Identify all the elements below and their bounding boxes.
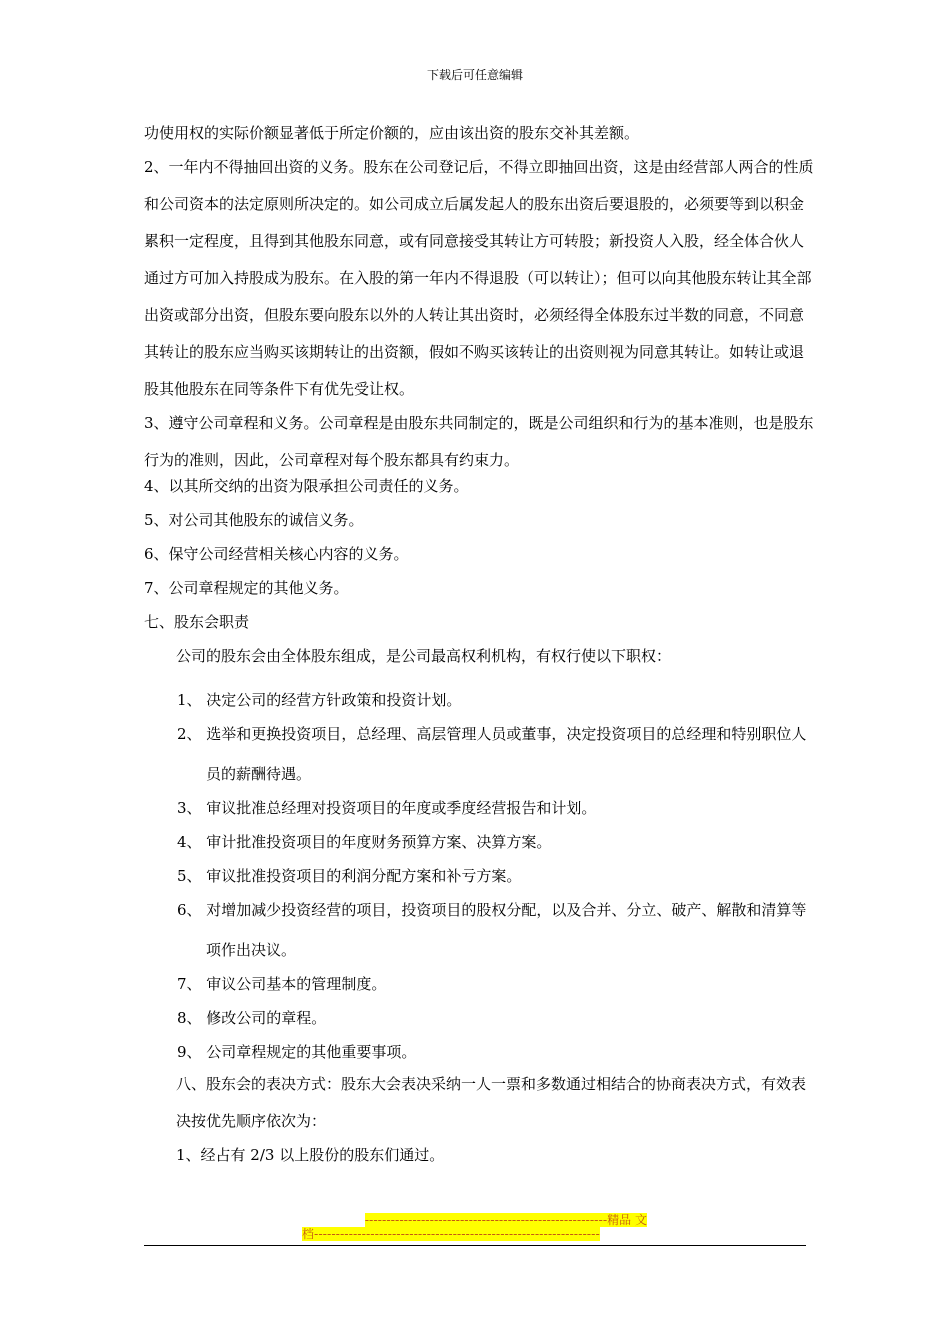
footer-rule: [144, 1245, 806, 1246]
page-header: 下载后可任意编辑: [426, 68, 523, 82]
paragraph: 7、公司章程规定的其他义务。: [144, 579, 349, 597]
paragraph: 1、经占有 2/3 以上股份的股东们通过。: [176, 1146, 445, 1164]
paragraph: 1、 决定公司的经营方针政策和投资计划。: [177, 691, 462, 709]
paragraph: 3、遵守公司章程和义务。公司章程是由股东共同制定的，既是公司组织和行为的基本准则，也是股东行为的准则，因此，公司章程对每个股东都具有约束力。: [144, 414, 814, 469]
paragraph: 八、股东会的表决方式：股东大会表决采纳一人一票和多数通过相结合的协商表决方式，有效表决按优先顺序依次为：: [176, 1075, 807, 1130]
paragraph: 4、以其所交纳的出资为限承担公司责任的义务。: [144, 477, 469, 495]
footer-line-1: --------------------------------------------------------精品 文: [364, 1213, 647, 1227]
paragraph: 功使用权的实际价额显著低于所定价额的，应由该出资的股东交补其差额。: [144, 124, 640, 142]
paragraph: 5、对公司其他股东的诚信义务。: [144, 511, 364, 529]
paragraph: 3、 审议批准总经理对投资项目的年度或季度经营报告和计划。: [177, 799, 597, 817]
document-body: [144, 115, 816, 1171]
paragraph: 8、 修改公司的章程。: [177, 1009, 327, 1027]
paragraph: 9、 公司章程规定的其他重要事项。: [177, 1043, 417, 1061]
paragraph: 5、 审议批准投资项目的利润分配方案和补亏方案。: [177, 867, 522, 885]
paragraph: 6、保守公司经营相关核心内容的义务。: [144, 545, 409, 563]
footer-line-2: 档------------------------------------------------------------------: [302, 1227, 600, 1241]
paragraph: 公司的股东会由全体股东组成，是公司最高权利机构，有权行使以下职权：: [176, 647, 672, 665]
paragraph: 2、 选举和更换投资项目，总经理、高层管理人员或董事，决定投资项目的总经理和特别职位人员的薪酬待遇。: [177, 725, 807, 783]
footer-watermark: [302, 1213, 647, 1241]
paragraph: 2、一年内不得抽回出资的义务。股东在公司登记后，不得立即抽回出资，这是由经营部人两合的性质和公司资本的法定原则所决定的。如公司成立后属发起人的股东出资后要退股的，必须要等到以积金累积一定程度，且得到其他股东同意，或有同意接受其转让方可转股；新投资人入股，经全体合伙人通过方可加入持股成为股东。在入股的第一年内不得退股（可以转让）；但可以向其他股东转让其全部出资或部分出资，但股东要向股东以外的人转让其出资时，必须经得全体股东过半数的同意，不同意其转让的股东应当购买该期转让的出资额，假如不购买该转让的出资则视为同意其转让。如转让或退股其他股东在同等条件下有优先受让权。: [144, 158, 814, 398]
paragraph: 6、 对增加减少投资经营的项目，投资项目的股权分配，以及合并、分立、破产、解散和清算等项作出决议。: [177, 901, 807, 959]
paragraph: 7、 审议公司基本的管理制度。: [177, 975, 387, 993]
paragraph: 4、 审计批准投资项目的年度财务预算方案、决算方案。: [177, 833, 552, 851]
paragraph: 七、股东会职责: [144, 613, 250, 631]
